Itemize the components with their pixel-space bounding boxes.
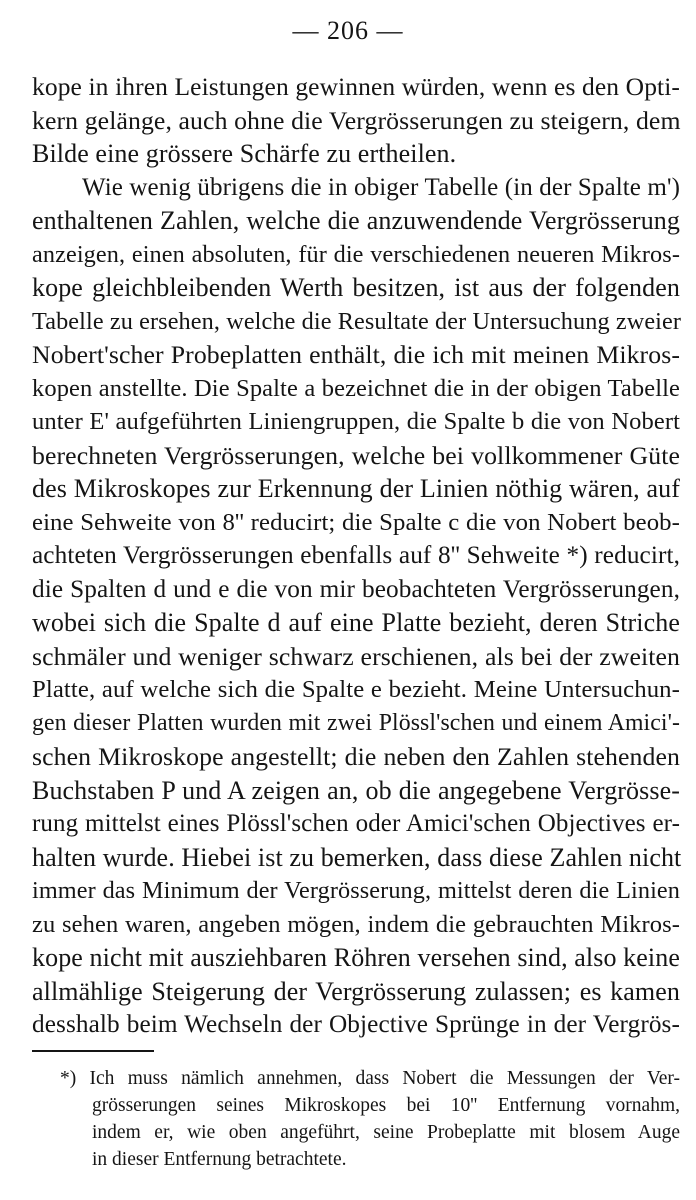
text-line: des Mikroskopes zur Erkennung der Linien nöthig wären, auf <box>32 474 680 503</box>
text-line: Buchstaben P und A zeigen an, ob die angegebene Vergrösse- <box>32 775 680 805</box>
text-line: kope gleichbleibenden Werth besitzen, ist aus der folgenden <box>32 273 680 302</box>
footnote-line: *) Ich muss nämlich annehmen, dass Nobert die Messungen der Ver- <box>60 1068 680 1089</box>
text-line: halten wurde. Hiebei ist zu bemerken, dass diese Zahlen nicht <box>32 842 682 872</box>
text-line: rung mittelst eines Plössl'schen oder Amici'schen Objectives er- <box>32 810 680 837</box>
text-line: allmählige Steigerung der Vergrösserung zulassen; es kamen <box>32 976 680 1006</box>
footnote-line: in dieser Entfernung betrachtete. <box>92 1149 347 1170</box>
text-line: immer das Minimum der Vergrösserung, mittelst deren die Linien <box>32 877 680 904</box>
text-line: kope in ihren Leistungen gewinnen würden, wenn es den Opti- <box>32 72 680 101</box>
footnote-divider <box>32 1050 154 1052</box>
text-line: die Spalten d und e die von mir beobachteten Vergrösserungen, <box>32 574 680 603</box>
text-line: unter E' aufgeführten Liniengruppen, die Spalte b die von Nobert <box>32 408 680 435</box>
body-text <box>32 70 680 1042</box>
text-line: zu sehen waren, angeben mögen, indem die gebrauchten Mikros- <box>32 910 680 938</box>
text-line: Nobert'scher Probeplatten enthält, die ich mit meinen Mikros- <box>32 340 680 369</box>
footnote-line: indem er, wie oben angeführt, seine Probeplatte mit blosem Auge <box>92 1122 680 1143</box>
text-line: desshalb beim Wechseln der Objective Sprünge in der Vergrös- <box>32 1010 680 1038</box>
text-line: schen Mikroskope angestellt; die neben den Zahlen stehenden <box>32 742 680 771</box>
text-line: achteten Vergrösserungen ebenfalls auf 8'' Sehweite *) reducirt, <box>32 541 680 569</box>
text-line: Tabelle zu ersehen, welche die Resultate der Untersuchung zweier <box>32 307 682 335</box>
text-line: kope nicht mit ausziehbaren Röhren versehen sind, also keine <box>32 943 680 972</box>
text-line: Bilde eine grössere Schärfe zu ertheilen. <box>32 139 457 168</box>
text-line: eine Sehweite von 8'' reducirt; die Spalte c die von Nobert beob- <box>32 508 680 536</box>
text-line: kern gelänge, auch ohne die Vergrösserungen zu steigern, dem <box>32 105 681 135</box>
text-line: anzeigen, einen absoluten, für die verschiedenen neueren Mikros- <box>32 240 680 268</box>
text-line: schmäler und weniger schwarz erschienen, als bei der zweiten <box>32 641 680 671</box>
text-line: wobei sich die Spalte d auf eine Platte bezieht, deren Striche <box>32 608 680 637</box>
text-line: enthaltenen Zahlen, welche die anzuwendende Vergrösserung <box>32 206 680 235</box>
footnote <box>60 1065 680 1173</box>
text-line: berechneten Vergrösserungen, welche bei vollkommener Güte <box>32 440 680 470</box>
text-line: Wie wenig übrigens die in obiger Tabelle (in der Spalte m') <box>82 173 680 201</box>
footnote-line: grösserungen seines Mikroskopes bei 10'' Entfernung vornahm, <box>92 1095 680 1116</box>
text-line: Platte, auf welche sich die Spalte e bezieht. Meine Untersuchun- <box>32 676 680 703</box>
text-line: kopen anstellte. Die Spalte a bezeichnet die in der obigen Tabelle <box>32 374 680 402</box>
text-line: gen dieser Platten wurden mit zwei Plössl'schen und einem Amici'- <box>32 709 680 736</box>
page-number: — 206 — <box>292 16 404 45</box>
